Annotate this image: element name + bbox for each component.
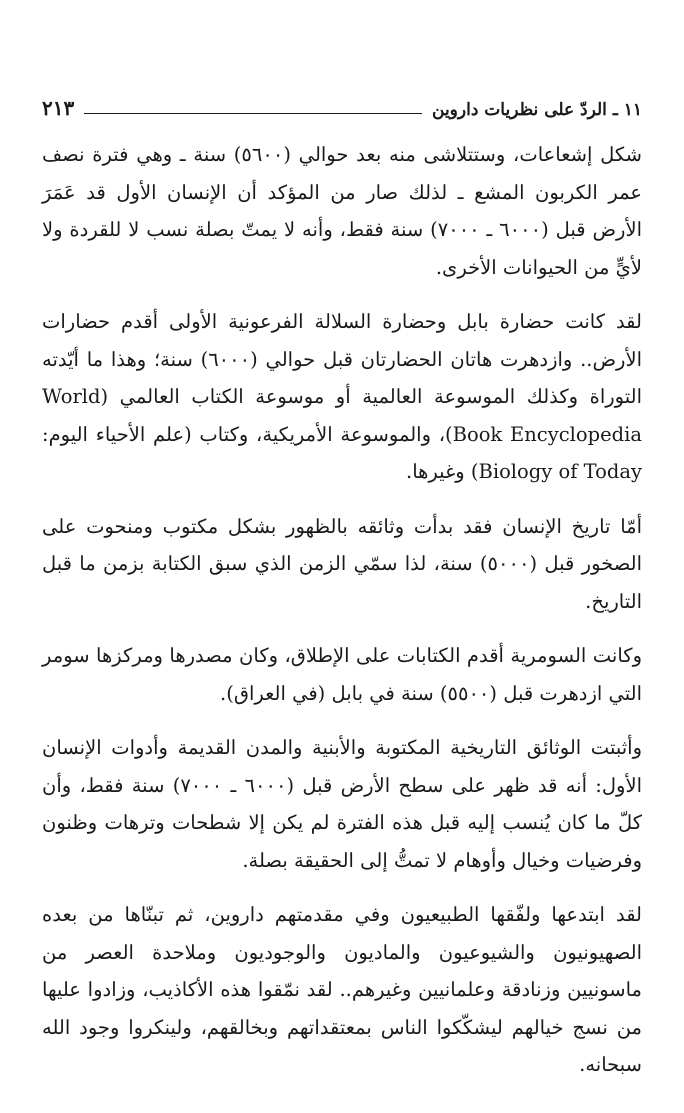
paragraph-6: لقد ابتدعها ولفّقها الطبيعيون وفي مقدمتهم داروين، ثم تبنّاها من بعده الصهيونيون والشيوعيون والماديون والوجوديون وملاحدة العصر من ماسونيين وزنادقة وعلمانيين وغيرهم.. لقد نمّقوا هذه الأكاذيب، وزادوا عليها من نسج خيالهم ليشكّكوا الناس بمعتقداتهم وبخالقهم، ولينكروا وجود الله سبحانه.	[42, 903, 642, 1076]
paragraph-1: شكل إشعاعات، وستتلاشى منه بعد حوالي (٥٦٠٠) سنة ـ وهي فترة نصف عمر الكربون المشع ـ لذلك صار من المؤكد أن الإنسان الأول قد عَمَرَ الأرض قبل (٦٠٠٠ ـ ٧٠٠٠) سنة فقط، وأنه لا يمتّ بصلة نسب لا للقردة ولا لأيٍّ من الحيوانات الأخرى.	[42, 143, 642, 279]
paragraph-3: أمّا تاريخ الإنسان فقد بدأت وثائقه بالظهور بشكل مكتوب ومنحوت على الصخور قبل (٥٠٠٠) سنة، لذا سمّي الزمن الذي سبق الكتابة بزمن ما قبل التاريخ.	[42, 514, 642, 613]
paragraph-4: وكانت السومرية أقدم الكتابات على الإطلاق، وكان مصدرها ومركزها سومر التي ازدهرت قبل (٥٥٠٠) سنة في بابل (في العراق).	[42, 644, 642, 705]
body-text	[42, 136, 642, 1084]
paragraph-2: لقد كانت حضارة بابل وحضارة السلالة الفرعونية الأولى أقدم حضارات الأرض.. وازدهرت هاتان الحضارتان قبل حوالي (٦٠٠٠) سنة؛ وهذا ما أيّدته التوراة وكذلك الموسوعة العالمية أو موسوعة الكتاب العالمي (World Book Encyclopedia)، والموسوعة الأمريكية، وكتاب (علم الأحياء اليوم: Biology of Today) وغيرها.	[42, 310, 642, 483]
page-number: ٢١٣	[42, 96, 75, 120]
chapter-title: ١١ ـ الردّ على نظريات داروين	[432, 100, 642, 120]
running-header	[42, 86, 642, 122]
header-rule	[84, 113, 422, 114]
paragraph-5: وأثبتت الوثائق التاريخية المكتوبة والأبنية والمدن القديمة وأدوات الإنسان الأول: أنه قد ظهر على سطح الأرض قبل (٦٠٠٠ ـ ٧٠٠٠) سنة فقط، وأن كلّ ما كان يُنسب إليه قبل هذه الفترة لم يكن إلا شطحات وترهات وظنون وفرضيات وخيال وأوهام لا تمتُّ إلى الحقيقة بصلة.	[42, 736, 642, 872]
